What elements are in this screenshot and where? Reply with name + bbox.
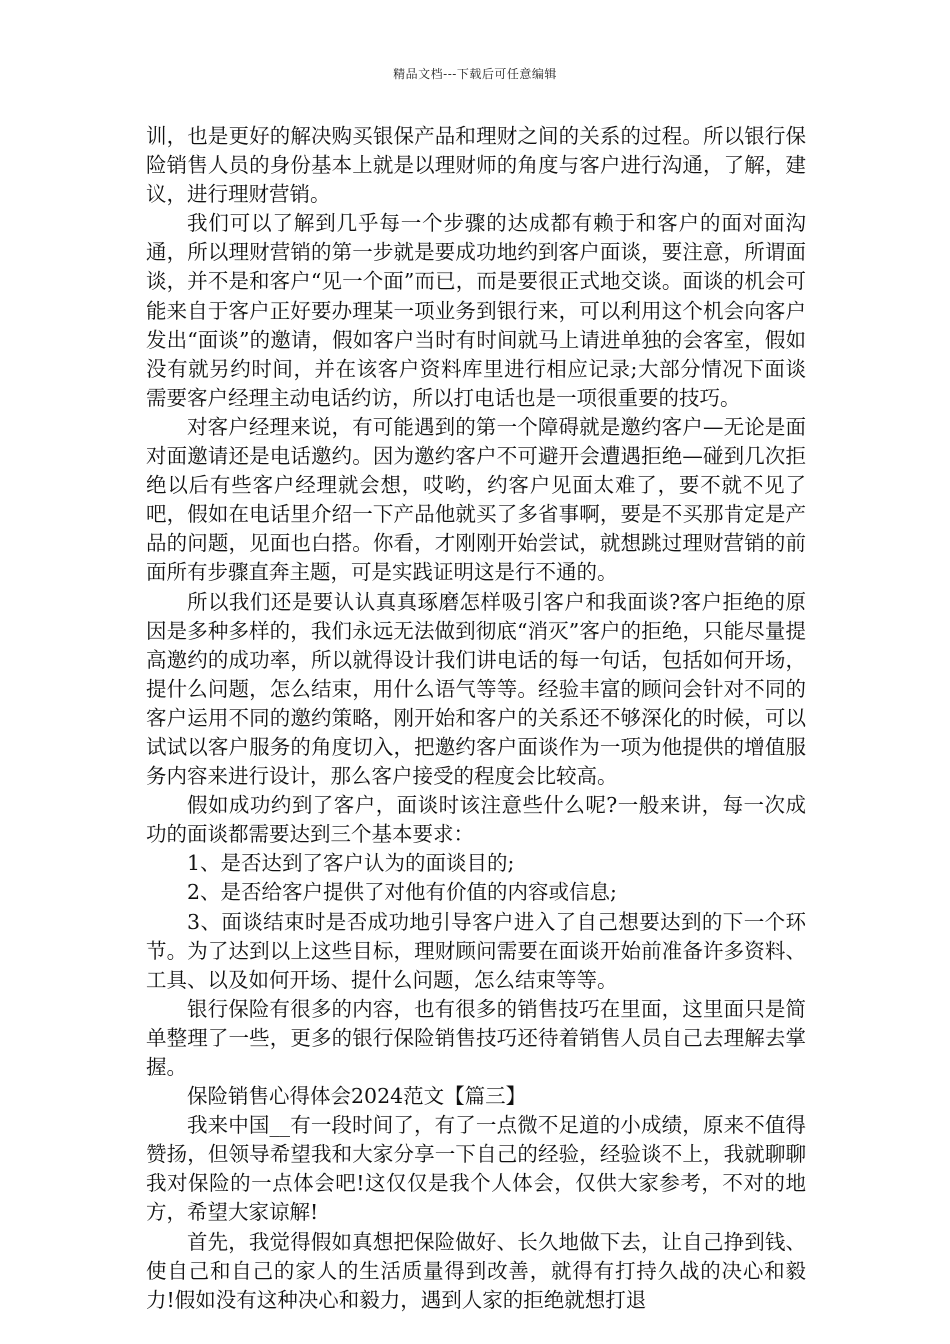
list-item: 1、是否达到了客户认为的面谈目的; <box>187 851 515 876</box>
list-item: 2、是否给客户提供了对他有价值的内容或信息; <box>187 880 617 905</box>
document-body <box>146 122 806 1315</box>
paragraph: 对客户经理来说，有可能遇到的第一个障碍就是邀约客户—无论是面对面邀请还是电话邀约。因为邀约客户不可避开会遭遇拒绝—碰到几次拒绝以后有些客户经理就会想，哎哟，约客户见面太难了，要不就不见了吧，假如在电话里介绍一下产品他就买了多省事啊，要是不买那肯定是产品的问题，见面也白搭。你看，才刚刚开始尝试，就想跳过理财营销的前面所有步骤直奔主题，可是实践证明这是行不通的。 <box>146 414 806 585</box>
paragraph: 假如成功约到了客户，面谈时该注意些什么呢?一般来讲，每一次成功的面谈都需要达到三个基本要求： <box>146 793 806 847</box>
paragraph: 银行保险有很多的内容，也有很多的销售技巧在里面，这里面只是简单整理了一些，更多的银行保险销售技巧还待着销售人员自己去理解去掌握。 <box>146 996 806 1079</box>
paragraph: 首先，我觉得假如真想把保险做好、长久地做下去，让自己挣到钱、使自己和自己的家人的生活质量得到改善，就得有打持久战的决心和毅力!假如没有这种决心和毅力，遇到人家的拒绝就想打退 <box>146 1229 806 1312</box>
paragraph: 所以我们还是要认认真真琢磨怎样吸引客户和我面谈?客户拒绝的原因是多种多样的，我们永远无法做到彻底“消灭”客户的拒绝，只能尽量提高邀约的成功率，所以就得设计我们讲电话的每一句话，包括如何开场，提什么问题，怎么结束，用什么语气等等。经验丰富的顾问会针对不同的客户运用不同的邀约策略，刚开始和客户的关系还不够深化的时候，可以试试以客户服务的角度切入，把邀约客户面谈作为一项为他提供的增值服务内容来进行设计，那么客户接受的程度会比较高。 <box>146 589 806 789</box>
paragraph: 我来中国__有一段时间了，有了一点微不足道的小成绩，原来不值得赞扬，但领导希望我和大家分享一下自己的经验，经验谈不上，我就聊聊我对保险的一点体会吧!这仅仅是我个人体会，仅供大家参考，不对的地方，希望大家谅解! <box>146 1113 806 1225</box>
paragraph: 我们可以了解到几乎每一个步骤的达成都有赖于和客户的面对面沟通，所以理财营销的第一步就是要成功地约到客户面谈，要注意，所谓面谈，并不是和客户“见一个面”而已，而是要很正式地交谈。面谈的机会可能来自于客户正好要办理某一项业务到银行来，可以利用这个机会向客户发出“面谈”的邀请，假如客户当时有时间就马上请进单独的会客室，假如没有就另约时间，并在该客户资料库里进行相应记录;大部分情况下面谈需要客户经理主动电话约访，所以打电话也是一项很重要的技巧。 <box>146 211 806 410</box>
section-heading: 保险销售心得体会2024范文【篇三】 <box>187 1084 527 1109</box>
list-item: 3、面谈结束时是否成功地引导客户进入了自己想要达到的下一个环节。为了达到以上这些目标，理财顾问需要在面谈开始前准备许多资料、工具、以及如何开场、提什么问题，怎么结束等等。 <box>146 909 806 992</box>
paragraph: 训，也是更好的解决购买银保产品和理财之间的关系的过程。所以银行保险销售人员的身份基本上就是以理财师的角度与客户进行沟通，了解，建议，进行理财营销。 <box>146 124 806 207</box>
page-header: 精品文档---下载后可任意编辑 <box>393 67 557 81</box>
